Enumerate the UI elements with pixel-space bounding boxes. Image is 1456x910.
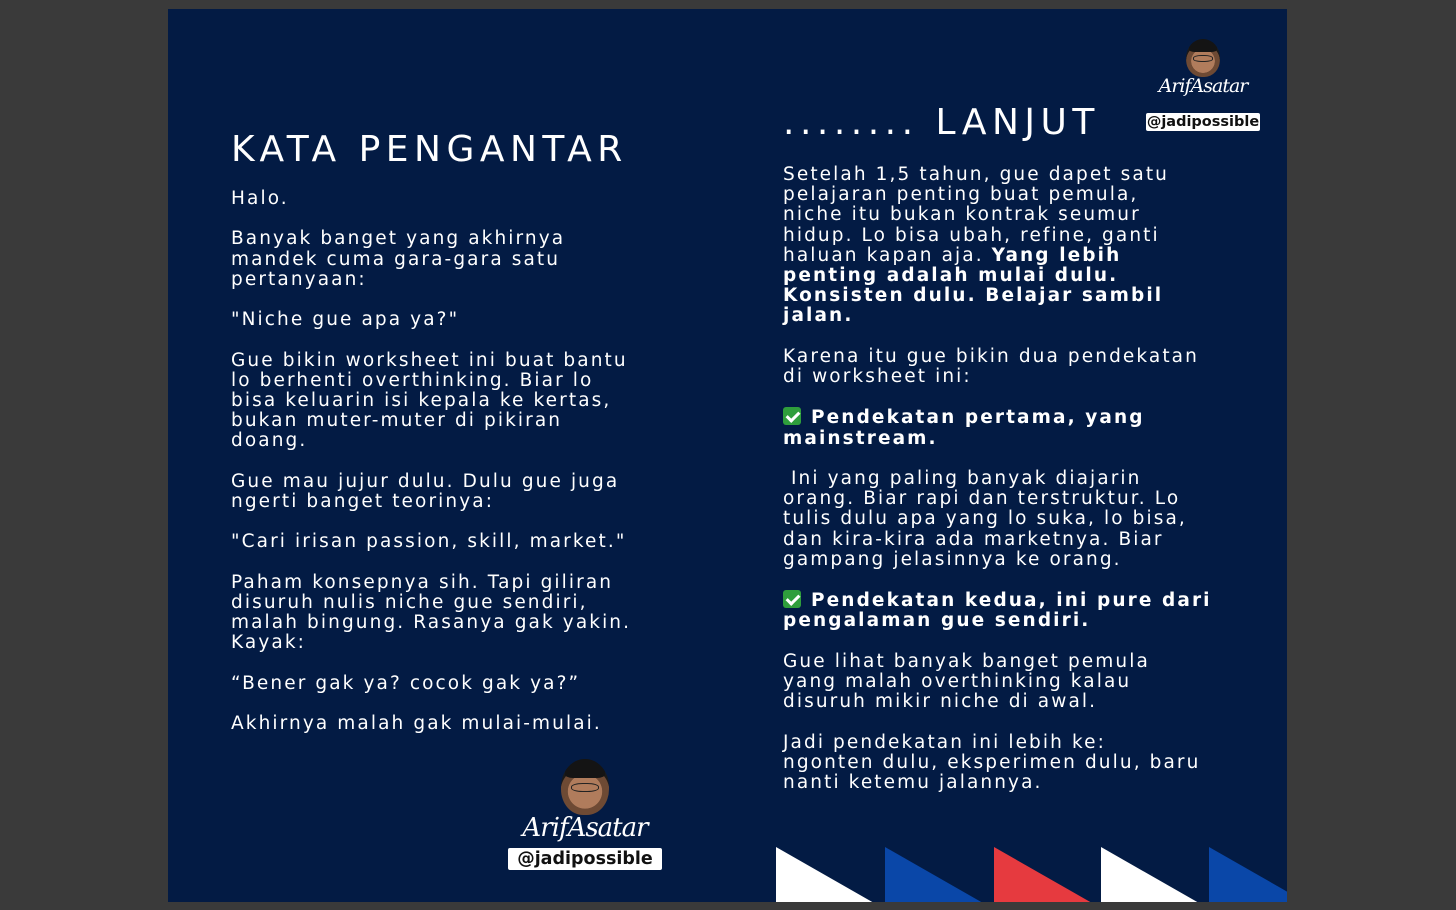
checkmark-icon xyxy=(783,590,801,608)
closing-paragraph: Jadi pendekatan ini lebih ke: ngonten dulu, eksperimen dulu, baru nanti ketemu jalannya. xyxy=(783,731,1201,793)
left-paragraph: Banyak banget yang akhirnya mandek cuma gara-gara satu pertanyaan: xyxy=(231,228,566,290)
approach-2-title-text: Pendekatan kedua, ini pure dari pengalaman gue sendiri. xyxy=(783,590,1212,632)
intro-text: Setelah 1,5 tahun, gue dapet satu pelajaran penting buat pemula, niche itu bukan kontrak seumur hidup. Lo bisa ubah, refine, ganti haluan kapan aja. xyxy=(783,164,1169,266)
left-paragraph: "Cari irisan passion, skill, market." xyxy=(231,531,627,553)
right-text-column xyxy=(783,165,1243,793)
left-paragraph: "Niche gue apa ya?" xyxy=(231,309,460,331)
approach-1-title-text: Pendekatan pertama, yang mainstream. xyxy=(783,407,1145,449)
signature: ArifAsatar xyxy=(1158,75,1248,97)
decorative-triangles xyxy=(776,847,1287,902)
avatar xyxy=(561,759,609,815)
left-text-column xyxy=(231,189,671,734)
left-heading: KATA PENGANTAR xyxy=(231,129,628,170)
triangle-white xyxy=(1101,847,1199,902)
approach-1-title xyxy=(783,407,1243,448)
approach-2-description: Gue lihat banyak banget pemula yang malah overthinking kalau disuruh mikir niche di awal. xyxy=(783,650,1150,713)
triangle-blue xyxy=(1209,847,1287,902)
triangle-blue xyxy=(885,847,983,902)
approach-2-title xyxy=(783,590,1243,631)
triangle-white xyxy=(776,847,874,902)
intro-emphasis: Yang lebih penting adalah mulai dulu. Konsisten dulu. Belajar sambil jalan. xyxy=(783,244,1164,327)
left-paragraph: Paham konsepnya sih. Tapi giliran disuruh nulis niche gue sendiri, malah bingung. Rasanya gak yakin. Kayak: xyxy=(231,571,632,654)
handle-badge: @jadipossible xyxy=(508,848,662,870)
avatar xyxy=(1186,39,1220,77)
triangle-red xyxy=(994,847,1092,902)
signature: ArifAsatar xyxy=(522,813,648,843)
right-heading: ........ LANJUT xyxy=(783,102,1100,143)
left-paragraph: Gue mau jujur dulu. Dulu gue juga ngerti banget teorinya: xyxy=(231,470,620,512)
worksheet-page xyxy=(168,9,1287,902)
approach-1-description: Ini yang paling banyak diajarin orang. Biar rapi dan terstruktur. Lo tulis dulu apa yang lo suka, lo bisa, dan kira-kira ada marketnya. Biar gampang jelasinnya ke orang. xyxy=(783,468,1187,570)
left-paragraph: Akhirnya malah gak mulai-mulai. xyxy=(231,713,602,735)
intro-paragraph xyxy=(783,165,1243,327)
approaches-intro: Karena itu gue bikin dua pendekatan di worksheet ini: xyxy=(783,345,1199,388)
handle-badge: @jadipossible xyxy=(1146,114,1260,130)
left-paragraph: “Bener gak ya? cocok gak ya?” xyxy=(231,672,581,694)
brand-logo-top xyxy=(1146,37,1260,130)
left-paragraph: Gue bikin worksheet ini buat bantu lo berhenti overthinking. Biar lo bisa keluarin isi kepala ke kertas, bukan muter-muter di pikiran doang. xyxy=(231,349,628,452)
checkmark-icon xyxy=(783,407,801,425)
brand-logo-bottom xyxy=(508,757,662,869)
left-paragraph: Halo. xyxy=(231,188,289,209)
